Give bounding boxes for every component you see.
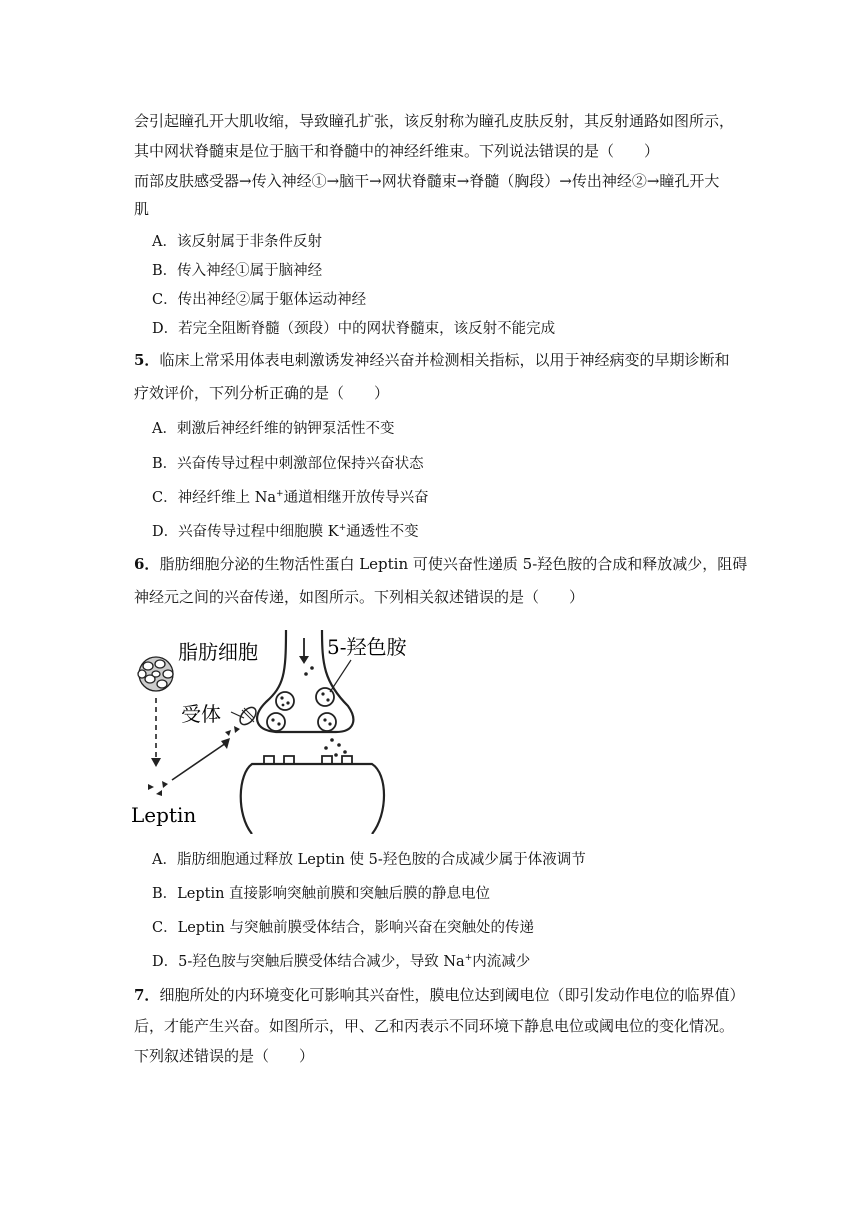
q6-option-c: C．Leptin 与突触前膜受体结合，影响兴奋在突触处的传递 [152,920,534,936]
q5-option-b: B．兴奋传导过程中刺激部位保持兴奋状态 [152,456,424,472]
q6-option-a: A．脂肪细胞通过释放 Leptin 使 5-羟色胺的合成减少属于体液调节 [152,852,586,868]
q6-stem-line-2: 神经元之间的兴奋传递，如图所示。下列相关叙述错误的是（ ） [134,588,585,606]
q7-stem-line-2: 后，才能产生兴奋。如图所示，甲、乙和丙表示不同环境下静息电位或阈电位的变化情况。 [134,1017,735,1035]
q7-stem-text: 细胞所处的内环境变化可影响其兴奋性，膜电位达到阈电位（即引发动作电位的临界值） [159,986,745,1004]
q4-option-b: B．传入神经①属于脑神经 [152,263,323,279]
figure-label-serotonin: 5-羟色胺 [327,635,407,659]
q5-stem-line-1 [134,350,734,370]
q5-option-c: C．神经纤维上 Na+通道相继开放传导兴奋 [152,489,429,506]
impulse-arrow-head [299,656,309,664]
q6-stem-text: 脂肪细胞分泌的生物活性蛋白 Leptin 可使兴奋性递质 5-羟色胺的合成和释放减少，阻碍 [159,555,748,573]
q7-stem-line-3: 下列叙述错误的是（ ） [134,1047,315,1065]
postsynaptic-neuron [241,764,384,834]
figure-label-receptor: 受体 [181,702,221,726]
leptin-molecules [148,781,168,796]
q4-stem-line-2: 其中网状脊髓束是位于脑干和脊髓中的神经纤维束。下列说法错误的是（ ） [134,142,660,160]
q4-option-a: A．该反射属于非条件反射 [152,234,322,250]
q6-option-b: B．Leptin 直接影响突触前膜和突触后膜的静息电位 [152,886,491,902]
q4-pathway-line-1: 而部皮肤感受器→传入神经①→脑干→网状脊髓束→脊髓（胸段）→传出神经②→瞳孔开大 [134,172,720,190]
solid-arrow-head [221,738,230,749]
figure-label-fat-cell: 脂肪细胞 [178,640,258,664]
presynaptic-receptor [225,704,259,736]
serotonin-dots [304,666,347,757]
q6-stem-line-1 [134,554,748,574]
q4-stem-line-1: 会引起瞳孔开大肌收缩，导致瞳孔扩张，该反射称为瞳孔皮肤反射，其反射通路如图所示， [134,112,735,130]
q6-option-d: D．5-羟色胺与突触后膜受体结合减少，导致 Na+内流减少 [152,953,531,970]
synaptic-vesicles [267,688,336,731]
postsynaptic-receptors [264,756,352,764]
q5-option-a: A．刺激后神经纤维的钠钾泵活性不变 [152,421,395,437]
q5-stem-line-2: 疗效评价，下列分析正确的是（ ） [134,384,390,402]
q5-stem-text: 临床上常采用体表电刺激诱发神经兴奋并检测相关指标，以用于神经病变的早期诊断和 [159,351,730,369]
leptin-to-receptor-arrow [172,743,226,780]
q7-stem-line-1 [134,985,745,1005]
leptin-synapse-figure [126,624,426,834]
q5-number: 5． [134,351,160,369]
q4-option-d: D．若完全阻断脊髓（颈段）中的网状脊髓束，该反射不能完成 [152,321,556,337]
fat-cell-icon [138,657,173,691]
q6-number: 6． [134,555,160,573]
q4-option-c: C．传出神经②属于躯体运动神经 [152,292,367,308]
serotonin-pointer-line [330,660,351,692]
q7-number: 7． [134,986,160,1004]
dashed-arrow-head [151,758,161,767]
q5-option-d: D．兴奋传导过程中细胞膜 K+通透性不变 [152,523,419,540]
figure-label-leptin: Leptin [131,803,197,827]
q4-pathway-line-2: 肌 [134,200,150,218]
